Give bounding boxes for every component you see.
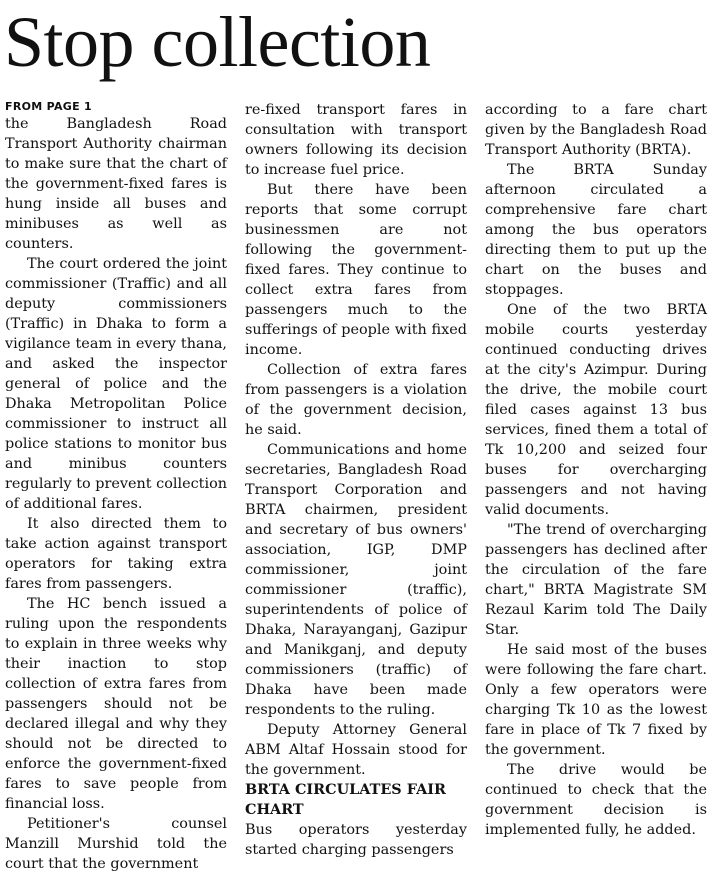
paragraph: But there have been reports that some corrupt businessmen are not following the government-fixed fares. They continue to collect extra fares from passengers much to the sufferings of people with fixed income. <box>245 182 467 358</box>
paragraph: re-fixed transport fares in consultation with transport owners following its decision to increase fuel price. <box>245 102 467 178</box>
paragraph: "The trend of overcharging passengers has declined after the circulation of the fare chart," BRTA Magistrate SM Rezaul Karim told The Daily Star. <box>485 522 707 638</box>
paragraph: Collection of extra fares from passengers is a violation of the government decision, he said. <box>245 362 467 438</box>
paragraph: The drive would be continued to check that the government decision is implemented fully, he added. <box>485 762 707 838</box>
paragraph: The BRTA Sunday afternoon circulated a comprehensive fare chart among the bus operators directing them to put up the chart on the buses and stoppages. <box>485 162 707 298</box>
paragraph: One of the two BRTA mobile courts yesterday continued conducting drives at the city's Azimpur. During the drive, the mobile court filed cases against 13 bus services, fined them a total of Tk 10,200 and seized four buses for overcharging passengers and not having valid documents. <box>485 302 707 518</box>
paragraph: The court ordered the joint commissioner (Traffic) and all deputy commissioners (Traffic) in Dhaka to form a vigilance team in every thana, and asked the inspector general of police and the Dhaka Metropolitan Police commissioner to instruct all police stations to monitor bus and minibus counters regularly to prevent collection of additional fares. <box>5 256 227 512</box>
article-column-1 <box>5 100 227 874</box>
article-column-3 <box>485 100 707 840</box>
article-column-2 <box>245 100 467 860</box>
paragraph: He said most of the buses were following the fare chart. Only a few operators were charging Tk 10 as the lowest fare in place of Tk 7 fixed by the government. <box>485 642 707 758</box>
continuation-kicker: FROM PAGE 1 <box>5 100 93 113</box>
paragraph: according to a fare chart given by the Bangladesh Road Transport Authority (BRTA). <box>485 102 707 158</box>
paragraph: The HC bench issued a ruling upon the respondents to explain in three weeks why their inaction to stop collection of extra fares from passengers should not be declared illegal and why they should not be directed to enforce the government-fixed fares to save people from financial loss. <box>5 596 227 812</box>
paragraph: Petitioner's counsel Manzill Murshid told the court that the government <box>5 816 227 872</box>
section-subhead: BRTA CIRCULATES FAIR CHART <box>245 781 446 818</box>
paragraph: the Bangladesh Road Transport Authority chairman to make sure that the chart of the government-fixed fares is hung inside all buses and minibuses as well as counters. <box>5 116 227 252</box>
paragraph: Bus operators yesterday started charging passengers <box>245 822 467 858</box>
headline: Stop collection <box>4 2 431 82</box>
paragraph: It also directed them to take action against transport operators for taking extra fares from passengers. <box>5 516 227 592</box>
paragraph: Communications and home secretaries, Bangladesh Road Transport Corporation and BRTA chairmen, president and secretary of bus owners' association, IGP, DMP commissioner, joint commissioner (traffic), superintendents of police of Dhaka, Narayanganj, Gazipur and Manikganj, and deputy commissioners (traffic) of Dhaka have been made respondents to the ruling. <box>245 442 467 718</box>
paragraph: Deputy Attorney General ABM Altaf Hossain stood for the government. <box>245 722 467 778</box>
